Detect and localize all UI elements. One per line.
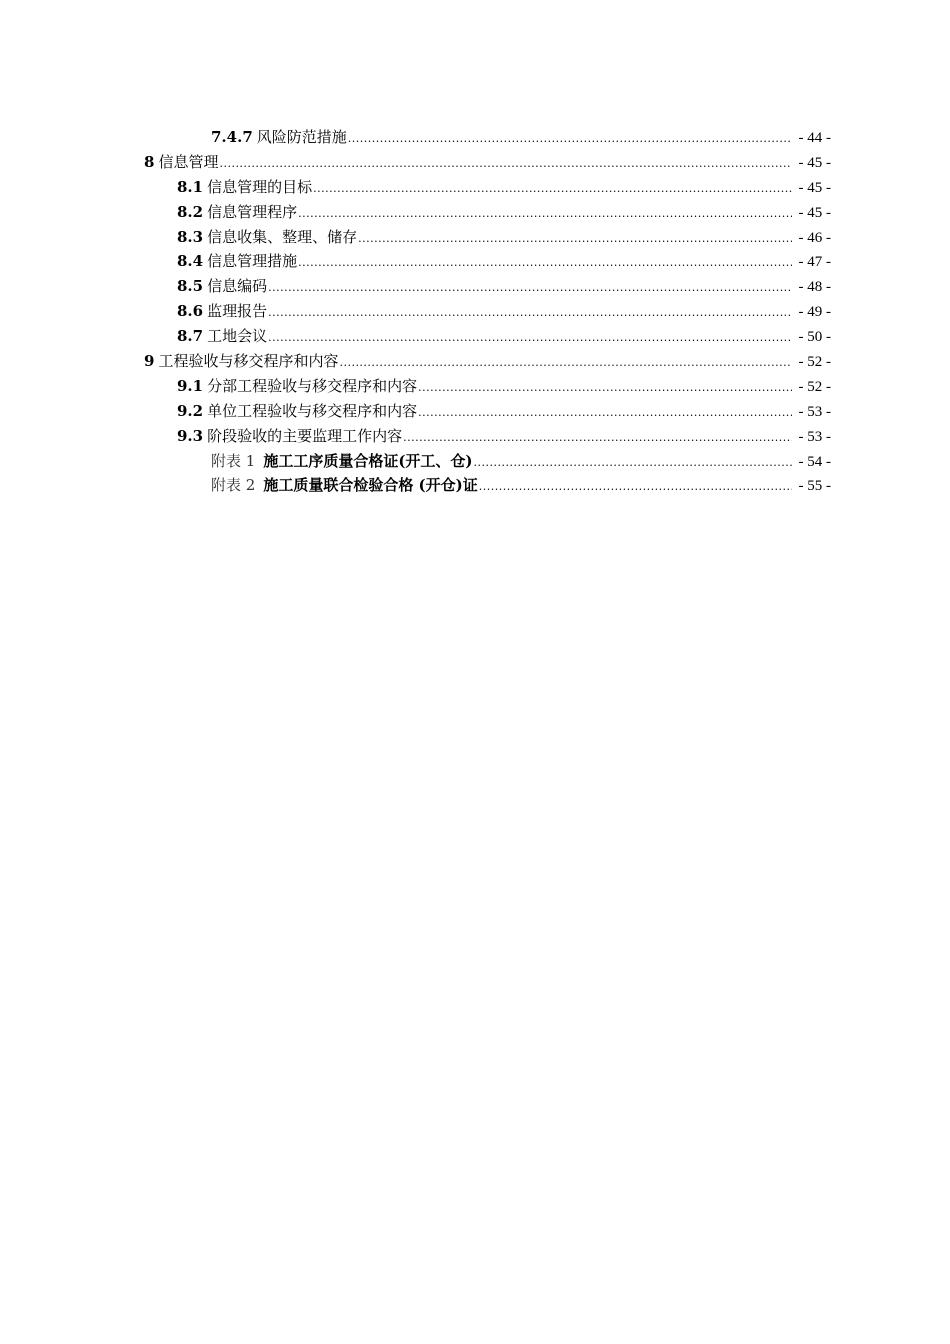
toc-entry-label: 信息管理措施 [207, 252, 298, 271]
toc-entry-page: - 52 - [798, 354, 831, 371]
toc-entry[interactable] [0, 249, 950, 274]
toc-entry-label: 信息收集、整理、储存 [207, 227, 358, 246]
toc-entry-page: - 46 - [798, 229, 831, 246]
toc-entry-prefix: 附表 1 [211, 451, 256, 470]
toc-entry-label: 信息管理的目标 [207, 177, 313, 196]
dot-leader [268, 276, 792, 301]
toc-entry-label: 阶段验收的主要监理工作内容 [207, 426, 403, 445]
toc-entry-label: 工程验收与移交程序和内容 [158, 352, 339, 371]
toc-entry-page: - 47 - [798, 254, 831, 271]
toc-entry-number: 7.4.7 [211, 128, 253, 146]
toc-entry-page: - 54 - [798, 453, 831, 470]
dot-leader [339, 351, 792, 376]
toc-entry-number: 8.5 [177, 277, 204, 296]
dot-leader [268, 301, 792, 326]
toc-entry-page: - 45 - [798, 204, 831, 221]
toc-entry-number: 9.3 [177, 426, 204, 445]
dot-leader [358, 227, 792, 252]
toc-entry-label: 信息管理 [158, 152, 219, 171]
toc-entry-label: 监理报告 [207, 302, 268, 321]
toc-entry-label: 工地会议 [207, 327, 268, 346]
toc-entry-page: - 45 - [798, 179, 831, 196]
toc-entry-label: 施工工序质量合格证(开工、仓) [263, 451, 473, 470]
toc-entry-label: 信息编码 [207, 277, 268, 296]
toc-entry[interactable] [0, 424, 950, 449]
toc-entry-page: - 52 - [798, 378, 831, 395]
dot-leader [474, 451, 792, 476]
dot-leader [313, 177, 792, 202]
toc-entry[interactable] [0, 399, 950, 424]
toc-entry-label: 施工质量联合检验合格 (开仓)证 [263, 476, 478, 495]
toc-entry[interactable] [0, 274, 950, 299]
toc-entry-number: 8.2 [177, 202, 204, 221]
toc-entry[interactable] [0, 150, 950, 175]
dot-leader [403, 426, 792, 451]
toc-entry-label: 风险防范措施 [256, 128, 347, 146]
table-of-contents [0, 125, 950, 498]
toc-entry-page: - 48 - [798, 279, 831, 296]
dot-leader [268, 326, 792, 351]
toc-entry[interactable] [0, 449, 950, 474]
toc-entry[interactable] [0, 349, 950, 374]
toc-entry-number: 8 [144, 152, 155, 171]
toc-entry-page: - 44 - [798, 130, 831, 146]
toc-entry-page: - 55 - [798, 478, 831, 495]
toc-entry-number: 8.7 [177, 327, 204, 346]
toc-entry[interactable] [0, 324, 950, 349]
toc-entry-label: 信息管理程序 [207, 202, 298, 221]
toc-entry-label: 单位工程验收与移交程序和内容 [207, 401, 418, 420]
toc-entry-label: 分部工程验收与移交程序和内容 [207, 376, 418, 395]
toc-entry[interactable] [0, 175, 950, 200]
dot-leader [298, 251, 792, 276]
toc-entry[interactable] [0, 125, 950, 150]
toc-entry-number: 9.2 [177, 401, 204, 420]
dot-leader [479, 475, 792, 500]
toc-entry-page: - 50 - [798, 329, 831, 346]
toc-entry-page: - 49 - [798, 304, 831, 321]
toc-entry-number: 9 [144, 352, 155, 371]
toc-entry-number: 8.4 [177, 252, 204, 271]
toc-entry-number: 9.1 [177, 376, 204, 395]
toc-entry-number: 8.6 [177, 302, 204, 321]
dot-leader [219, 152, 792, 177]
toc-entry[interactable] [0, 299, 950, 324]
toc-entry[interactable] [0, 200, 950, 225]
dot-leader [348, 127, 792, 152]
toc-entry-page: - 53 - [798, 428, 831, 445]
dot-leader [418, 376, 792, 401]
toc-entry-number: 8.3 [177, 227, 204, 246]
toc-entry-page: - 45 - [798, 154, 831, 171]
toc-entry-prefix: 附表 2 [211, 476, 256, 495]
toc-entry[interactable] [0, 225, 950, 250]
dot-leader [298, 202, 792, 227]
toc-entry[interactable] [0, 374, 950, 399]
toc-entry[interactable] [0, 473, 950, 498]
toc-entry-number: 8.1 [177, 177, 204, 196]
toc-entry-page: - 53 - [798, 403, 831, 420]
dot-leader [418, 401, 792, 426]
